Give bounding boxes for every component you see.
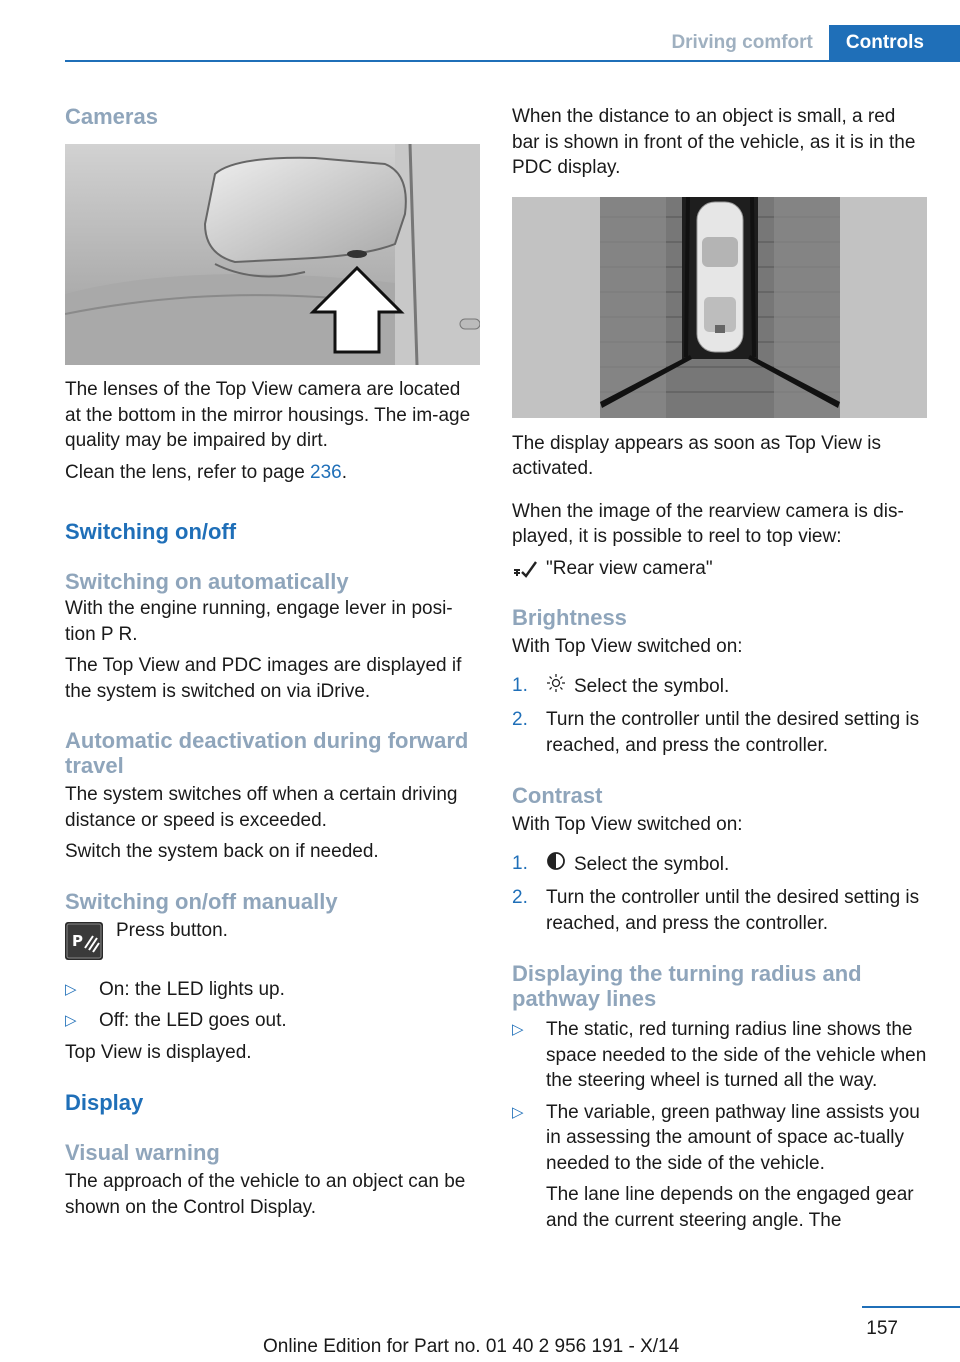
turning-radius-heading: Displaying the turning radius and pathway lines [512,961,862,1011]
header-tabs [655,25,960,61]
pdc-button-icon [65,922,103,960]
top-view-svg [512,197,927,418]
brightness-intro: With Top View switched on: [512,636,743,657]
list-item [512,851,927,879]
contrast-steps [512,851,927,937]
contrast-intro: With Top View switched on: [512,814,743,835]
header-rule [65,60,960,62]
deactivation-paragraph-2: Switch the system back on if needed. [65,841,379,862]
right-column [512,100,927,1233]
step-text: Turn the controller until the desired setting is reached, and press the controller. [546,887,920,934]
list-item [65,1008,480,1034]
page-236-link[interactable]: 236 [310,461,342,483]
mirror-camera-svg [65,144,480,365]
footer-edition-text: Online Edition for Part no. 01 40 2 956 191 - X/14 [263,1336,680,1357]
brightness-heading: Brightness [512,605,627,630]
brightness-steps [512,673,927,759]
auto-heading: Switching on automatically [65,569,349,594]
turning-bullet-list [512,1017,927,1176]
page-number: 157 [866,1318,898,1339]
deactivation-paragraph-1: The system switches off when a certain driving distance or speed is exceeded. [65,784,458,831]
svg-text:P: P [72,931,83,950]
contrast-half-circle-icon [546,851,566,879]
rear-view-camera-label: "Rear view camera" [546,557,713,579]
bullet-text: The static, red turning radius line shows the space needed to the side of the vehicle when the steering wheel is turned all the way. [546,1019,927,1091]
visual-warning-paragraph: The approach of the vehicle to an object can be shown on the Control Display. [65,1171,466,1218]
bullet-text: On: the LED lights up. [99,978,285,1000]
manual-bullet-list [65,977,480,1034]
cameras-paragraph-2 [65,460,480,486]
auto-paragraph-1: With the engine running, engage lever in posi‐tion P R. [65,598,453,645]
bullet-icon: ▷ [65,1012,77,1029]
display-heading: Display [65,1090,144,1115]
header-chapter-label: Controls [829,25,960,61]
auto-paragraph-2: The Top View and PDC images are displayed if the system is switched on via iDrive. [65,655,462,702]
mirror-camera-illustration [65,144,480,365]
cameras-heading: Cameras [65,104,158,129]
bullet-text: The variable, green pathway line assists you in assessing the amount of space ac‐tually needed to the side of the vehicle. [546,1101,920,1174]
list-item [512,673,927,701]
cameras-p2-end: . [341,461,348,483]
lane-line-paragraph: The lane line depends on the engaged gear and the current steering angle. The [546,1184,914,1231]
step-text: Select the symbol. [574,675,730,697]
cameras-p2-text: Clean the lens, refer to page [65,461,311,483]
manual-press-row [65,918,480,962]
rear-view-camera-icon [512,558,538,585]
list-item [65,977,480,1003]
list-item [512,1017,927,1094]
top-view-displayed-text: Top View is displayed. [65,1041,252,1063]
list-item [512,885,927,936]
rear-view-camera-row [512,556,927,582]
cameras-paragraph-1: The lenses of the Top View camera are located at the bottom in the mirror housings. The im‐age quality may be impaired by dirt. [65,379,471,451]
manual-heading: Switching on/off manually [65,888,338,914]
step-number: 1. [512,852,528,874]
deactivation-heading: Automatic deactivation during forward travel [65,728,469,778]
rearview-paragraph: When the image of the rearview camera is dis‐played, it is possible to reel to top view: [512,500,904,547]
visual-warning-heading: Visual warning [65,1140,220,1165]
bullet-text: Off: the LED goes out. [99,1010,287,1031]
display-appears-paragraph: The display appears as soon as Top View is activated. [512,432,881,479]
left-column [65,100,480,1220]
step-number: 2. [512,709,528,730]
step-text: Turn the controller until the desired setting is reached, and press the controller. [546,709,920,756]
press-button-text: Press button. [116,919,228,941]
red-bar-paragraph: When the distance to an object is small, a red bar is shown in front of the vehicle, as it is in the PDC display. [512,106,916,178]
top-view-display-illustration [512,197,927,418]
bullet-icon: ▷ [512,1103,524,1121]
step-number: 2. [512,887,528,908]
switching-heading: Switching on/off [65,519,237,544]
step-text: Select the symbol. [574,853,730,875]
list-item [512,707,927,758]
contrast-heading: Contrast [512,783,603,808]
brightness-sun-icon [546,673,566,701]
header-section-label: Driving comfort [655,25,828,61]
step-number: 1. [512,674,528,696]
bullet-icon: ▷ [512,1021,524,1038]
footer-rule [862,1306,960,1308]
bullet-icon: ▷ [65,980,77,998]
list-item [512,1100,927,1177]
